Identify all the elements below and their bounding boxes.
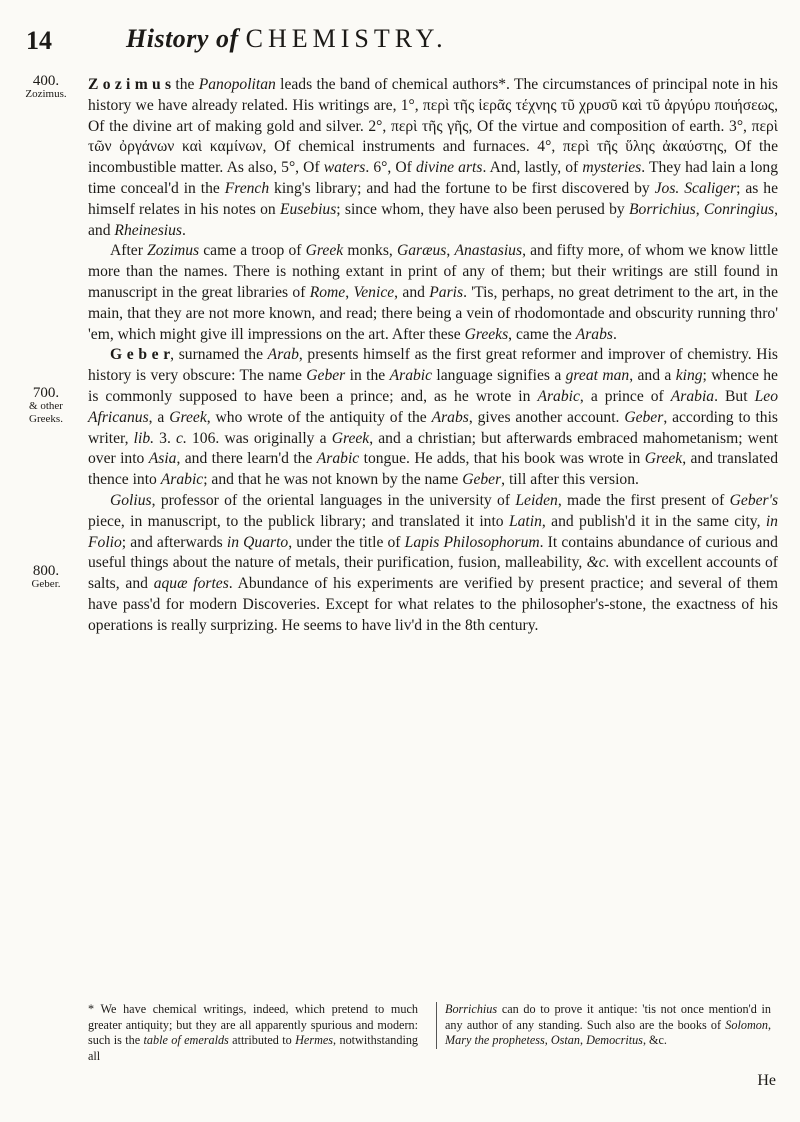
margin-label: & other Greeks.	[29, 400, 63, 425]
paragraph-zozimus: Z o z i m u s the Panopolitan leads the band of chemical authors*. The circumstances of principal note in his history we have already related. His writings are, 1°, περὶ τῆς ἱερᾶς τέχνης τῦ χρυσῦ καὶ τῦ ἀργύρυ ποιήσεως, Of the divine art of making gold and silver. 2°, περὶ τῆς γῆς, Of the virtue and composition of earth. 3°, περὶ τῶν ὀργάνων καὶ καμίνων, Of chemical instruments and furnaces. 4°, περὶ τῆς ὕλης ἀκαύστης, Of the incombustible matter. As also, 5°, Of waters. 6°, Of divine arts. And, lastly, of mysteries. They had lain a long time conceal'd in the French king's library; and had the fortune to be first discovered by Jos. Scaliger; as he himself relates in his notes on Eusebius; since whom, they have also been perused by Borrichius, Conringius, and Rheinesius.	[88, 76, 778, 239]
margin-note-700	[22, 387, 70, 426]
running-title	[126, 24, 448, 54]
paragraph-greek-monks: After Zozimus came a troop of Greek monks, Garæus, Anastasius, and fifty more, of whom we know little more than the names. There is nothing extant in print of any of them; but their writings are still found in manuscript in the great libraries of Rome, Venice, and Paris. 'Tis, perhaps, no great detriment to the art, in the main, that they are not more known, and read; there being a vein of rhodomontade and obscurity running thro' 'em, which might give ill impressions on the art. After these Greeks, came the Arabs.	[88, 242, 778, 343]
margin-label: Geber.	[31, 578, 61, 590]
page-header	[26, 20, 776, 60]
paragraph-golius: Golius, professor of the oriental languages in the university of Leiden, made the first present of Geber's piece, in manuscript, to the publick library; and translated it into Latin, and publish'd it in the same city, in Folio; and afterwards in Quarto, under the title of Lapis Philosophorum. It contains abundance of curious and useful things about the nature of metals, their purification, fusion, malleability, &c. with excellent accounts of salts, and aquæ fortes. Abundance of his experiments are verified by present practice; and several of them have pass'd for modern Discoveries. Except for what relates to the philosopher's-stone, the exactness of his operations is really surprizing. He seems to have liv'd in the 8th century.	[88, 491, 779, 634]
margin-label: Zozimus.	[25, 88, 67, 100]
footnote-left-column: * We have chemical writings, indeed, which pretend to much greater antiquity; but they are all apparently spurious and modern: such is the table of emeralds attributed to Hermes, notwithstanding all	[88, 1002, 419, 1063]
margin-year: 700.	[32, 385, 60, 401]
margin-note-800	[22, 565, 70, 591]
paragraph-geber: G e b e r, surnamed the Arab, presents himself as the first great reformer and improver of chemistry. His history is very obscure: The name Geber in the Arabic language signifies a great man, and a king; whence he is commonly supposed to have been a prince; and, as he wrote in Arabic, a prince of Arabia. But Leo Africanus, a Greek, who wrote of the antiquity of the Arabs, gives another account. Geber, according to this writer, lib. 3. c. 106. was originally a Greek, and a christian; but afterwards embraced mahometanism; went over into Asia, and there learn'd the Arabic tongue. He adds, that his book was wrote in Greek, and translated thence into Arabic; and that he was not known by the name Geber, till after this version.	[88, 346, 778, 489]
footnote-right-column: Borrichius can do to prove it antique: 'tis not once mention'd in any author of any standing. Such also are the books of Solomon, Mary the prophetess, Ostan, Democritus, &c.	[436, 1002, 771, 1049]
margin-note-400	[22, 75, 70, 101]
running-title-of: of	[215, 24, 239, 53]
catchword: He	[757, 1072, 776, 1089]
main-text	[88, 75, 778, 637]
margin-year: 400.	[32, 73, 60, 89]
running-title-history: History	[126, 24, 209, 53]
running-title-chemistry: CHEMISTRY.	[245, 24, 448, 53]
page-number: 14	[26, 26, 52, 55]
margin-year: 800.	[32, 563, 60, 579]
